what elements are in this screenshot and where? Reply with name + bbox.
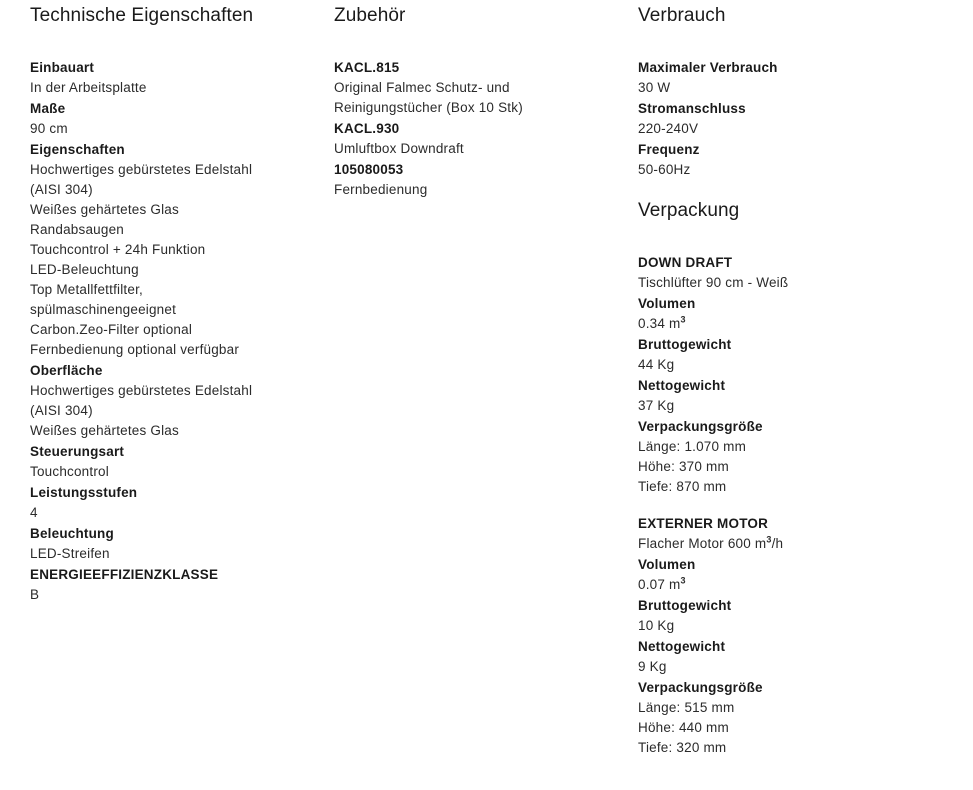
technical-properties-list bbox=[30, 57, 320, 605]
consumption-title: Verbrauch bbox=[638, 5, 726, 26]
spec-value-masse: 90 cm bbox=[30, 121, 68, 136]
spec-label-leistungsstufen: Leistungsstufen bbox=[30, 485, 138, 500]
packaging-motor-depth: Tiefe: 320 mm bbox=[638, 740, 727, 755]
spec-value-eigenschaften-3: Weißes gehärtetes Glas bbox=[30, 202, 179, 217]
consumption-packaging-column bbox=[638, 0, 958, 758]
packaging-motor-net-label: Nettogewicht bbox=[638, 639, 726, 654]
spec-value-eigenschaften-9: Carbon.Zeo-Filter optional bbox=[30, 322, 193, 337]
consumption-value-frequency: 50-60Hz bbox=[638, 162, 691, 177]
accessory-code-kacl930: KACL.930 bbox=[334, 121, 400, 136]
spec-value-eigenschaften-6: LED-Beleuchtung bbox=[30, 262, 139, 277]
packaging-group-divider bbox=[638, 497, 958, 513]
packaging-downdraft-heading: DOWN DRAFT bbox=[638, 255, 733, 270]
packaging-list bbox=[638, 252, 958, 758]
packaging-downdraft-length: Länge: 1.070 mm bbox=[638, 439, 747, 454]
packaging-downdraft-depth: Tiefe: 870 mm bbox=[638, 479, 727, 494]
packaging-motor-net-value: 9 Kg bbox=[638, 659, 667, 674]
packaging-motor-volume-label: Volumen bbox=[638, 557, 696, 572]
packaging-downdraft-gross-value: 44 Kg bbox=[638, 357, 675, 372]
consumption-label-max: Maximaler Verbrauch bbox=[638, 60, 778, 75]
technical-properties-title: Technische Eigenschaften bbox=[30, 5, 254, 26]
spec-value-eigenschaften-8: spülmaschinengeeignet bbox=[30, 302, 177, 317]
spec-value-eigenschaften-4: Randabsaugen bbox=[30, 222, 124, 237]
accessory-desc-kacl815-2: Reinigungstücher (Box 10 Stk) bbox=[334, 100, 523, 115]
spec-label-steuerungsart: Steuerungsart bbox=[30, 444, 125, 459]
packaging-downdraft-height: Höhe: 370 mm bbox=[638, 459, 729, 474]
packaging-motor-volume-value: 0.07 $m^3$ bbox=[638, 575, 686, 592]
spec-value-steuerungsart: Touchcontrol bbox=[30, 464, 109, 479]
accessories-column bbox=[334, 0, 624, 200]
spec-value-beleuchtung: LED-Streifen bbox=[30, 546, 110, 561]
spec-value-eigenschaften-10: Fernbedienung optional verfügbar bbox=[30, 342, 240, 357]
spec-label-beleuchtung: Beleuchtung bbox=[30, 526, 114, 541]
packaging-downdraft-size-label: Verpackungsgröße bbox=[638, 419, 763, 434]
packaging-downdraft-net-label: Nettogewicht bbox=[638, 378, 726, 393]
packaging-motor-subtitle: Flacher Motor 600 $m^3/h$ bbox=[638, 534, 784, 551]
packaging-downdraft-net-value: 37 Kg bbox=[638, 398, 675, 413]
packaging-title: Verpackung bbox=[638, 200, 740, 221]
spec-value-eigenschaften-2: (AISI 304) bbox=[30, 182, 93, 197]
spec-label-oberflaeche: Oberfläche bbox=[30, 363, 103, 378]
spec-value-eigenschaften-1: Hochwertiges gebürstetes Edelstahl bbox=[30, 162, 253, 177]
spec-value-oberflaeche-1: Hochwertiges gebürstetes Edelstahl bbox=[30, 383, 253, 398]
packaging-downdraft-subtitle: Tischlüfter 90 cm - Weiß bbox=[638, 275, 789, 290]
accessories-title: Zubehör bbox=[334, 5, 406, 26]
packaging-motor-length: Länge: 515 mm bbox=[638, 700, 735, 715]
packaging-downdraft-volume-value: 0.34 $m^3$ bbox=[638, 314, 686, 331]
spec-value-energieeffizienzklasse: B bbox=[30, 587, 40, 602]
accessory-desc-kacl815-1: Original Falmec Schutz- und bbox=[334, 80, 510, 95]
packaging-motor-gross-label: Bruttogewicht bbox=[638, 598, 732, 613]
packaging-downdraft-volume-label: Volumen bbox=[638, 296, 696, 311]
packaging-motor-heading: EXTERNER MOTOR bbox=[638, 516, 769, 531]
packaging-motor-gross-value: 10 Kg bbox=[638, 618, 675, 633]
spec-value-einbauart: In der Arbeitsplatte bbox=[30, 80, 147, 95]
consumption-value-power: 220-240V bbox=[638, 121, 699, 136]
consumption-list bbox=[638, 57, 958, 180]
spec-label-einbauart: Einbauart bbox=[30, 60, 95, 75]
packaging-downdraft-gross-label: Bruttogewicht bbox=[638, 337, 732, 352]
spec-value-oberflaeche-2: (AISI 304) bbox=[30, 403, 93, 418]
consumption-label-frequency: Frequenz bbox=[638, 142, 700, 157]
packaging-motor-height: Höhe: 440 mm bbox=[638, 720, 729, 735]
accessory-desc-kacl930: Umluftbox Downdraft bbox=[334, 141, 464, 156]
accessory-desc-105080053: Fernbedienung bbox=[334, 182, 428, 197]
spec-label-energieeffizienzklasse: ENERGIEEFFIZIENZKLASSE bbox=[30, 567, 219, 582]
accessory-code-105080053: 105080053 bbox=[334, 162, 404, 177]
accessories-list bbox=[334, 57, 624, 200]
spec-value-eigenschaften-7: Top Metallfettfilter, bbox=[30, 282, 143, 297]
spec-label-eigenschaften: Eigenschaften bbox=[30, 142, 125, 157]
spec-value-eigenschaften-5: Touchcontrol + 24h Funktion bbox=[30, 242, 206, 257]
spec-label-masse: Maße bbox=[30, 101, 66, 116]
spec-value-oberflaeche-3: Weißes gehärtetes Glas bbox=[30, 423, 179, 438]
consumption-label-power: Stromanschluss bbox=[638, 101, 746, 116]
technical-properties-column bbox=[30, 0, 320, 605]
spec-value-leistungsstufen: 4 bbox=[30, 505, 38, 520]
packaging-motor-size-label: Verpackungsgröße bbox=[638, 680, 763, 695]
accessory-code-kacl815: KACL.815 bbox=[334, 60, 400, 75]
consumption-value-max: 30 W bbox=[638, 80, 671, 95]
